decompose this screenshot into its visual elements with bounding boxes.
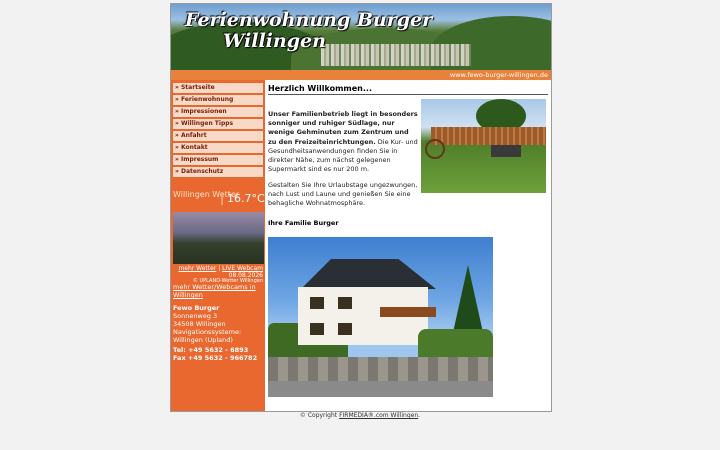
- nav-item-kontakt[interactable]: » Kontakt: [173, 143, 263, 153]
- more-webcams-link[interactable]: mehr Wetter/Webcams in Willingen: [173, 283, 256, 299]
- site-title: [185, 10, 432, 52]
- weather-date: 08.08.2026: [228, 272, 263, 279]
- sidebar: [171, 80, 265, 411]
- street: [268, 381, 493, 397]
- house-window: [310, 323, 324, 335]
- nav-menu: [173, 83, 263, 179]
- site-title-line1: Ferienwohnung Burger: [185, 9, 433, 31]
- firmedia-link[interactable]: FIRMEDIA®.com Willingen: [339, 412, 419, 419]
- nav-item-startseite[interactable]: » Startseite: [173, 83, 263, 93]
- copyright-prefix: © Copyright: [299, 412, 338, 419]
- stone-wall: [268, 357, 493, 383]
- nav-item-impressum[interactable]: » Impressum: [173, 155, 263, 165]
- house-window: [338, 323, 352, 335]
- address-city: 34508 Willingen: [173, 320, 226, 328]
- house-window: [310, 297, 324, 309]
- webcam-image[interactable]: [173, 212, 264, 264]
- house-photo: [268, 237, 493, 397]
- more-weather-link[interactable]: mehr Wetter: [178, 265, 217, 272]
- second-paragraph: Gestalten Sie Ihre Urlaubstage ungezwungen, nach Lust und Laune und genießen Sie eine behagliche Wohnatmosphäre.: [268, 181, 418, 208]
- intro-bold: Unser Familienbetrieb liegt in besonders sonniger und ruhiger Südlage, nur wenige Gehminuten zum Zentrum und zu den Freizeiteinrichtungen.: [268, 110, 418, 146]
- nav-item-datenschutz[interactable]: » Datenschutz: [173, 167, 263, 177]
- phone-number: Tel: +49 5632 - 6893: [173, 346, 249, 354]
- nav-item-anfahrt[interactable]: » Anfahrt: [173, 131, 263, 141]
- signature: Ihre Familie Burger: [268, 219, 339, 227]
- header-banner: [171, 4, 551, 70]
- weather-temperature: 16.7°C: [221, 192, 265, 205]
- garden-photo: [421, 99, 546, 193]
- contact-phone: [173, 346, 257, 362]
- garden-table: [491, 145, 521, 157]
- fax-number: Fax +49 5632 - 966782: [173, 354, 258, 362]
- site-url: www.fewo-burger-willingen.de: [449, 71, 548, 79]
- url-bar: [171, 70, 551, 80]
- address-block: [173, 304, 241, 344]
- weather-credit: © UPLAND-Wetter Willingen: [192, 278, 263, 284]
- address-street: Sonnenweg 3: [173, 312, 218, 320]
- intro-rest: Die Kur- und Gesundheitsanwendungen finden Sie in direkter Nähe, zum nächst gelegenen Supermarkt sind es nur 200 m.: [268, 137, 418, 174]
- nav-system-value: Willingen (Upland): [173, 336, 233, 344]
- heading-divider: [268, 94, 548, 95]
- house-window: [338, 297, 352, 309]
- page-frame: [170, 3, 552, 412]
- nav-item-willingen-tipps[interactable]: » Willingen Tipps: [173, 119, 263, 129]
- nav-system-label: Navigationssysteme:: [173, 328, 242, 336]
- live-webcam-link[interactable]: LIVE Webcam: [222, 265, 263, 272]
- site-title-line2: Willingen: [223, 30, 326, 52]
- link-separator: |: [218, 265, 221, 272]
- business-name: Fewo Burger: [173, 304, 220, 312]
- nav-item-ferienwohnung[interactable]: » Ferienwohnung: [173, 95, 263, 105]
- house-balcony: [380, 307, 436, 317]
- house-roof: [286, 259, 436, 289]
- nav-item-impressionen[interactable]: » Impressionen: [173, 107, 263, 117]
- footer: [0, 412, 720, 419]
- weather-links: [178, 265, 263, 279]
- page-heading: Herzlich Willkommen...: [268, 84, 372, 93]
- wagon-wheel: [425, 139, 445, 159]
- garden-fence: [431, 127, 546, 145]
- intro-paragraph: [268, 110, 418, 174]
- copyright-suffix: .: [418, 412, 421, 419]
- weather-title: Willingen Wetter: [173, 190, 240, 199]
